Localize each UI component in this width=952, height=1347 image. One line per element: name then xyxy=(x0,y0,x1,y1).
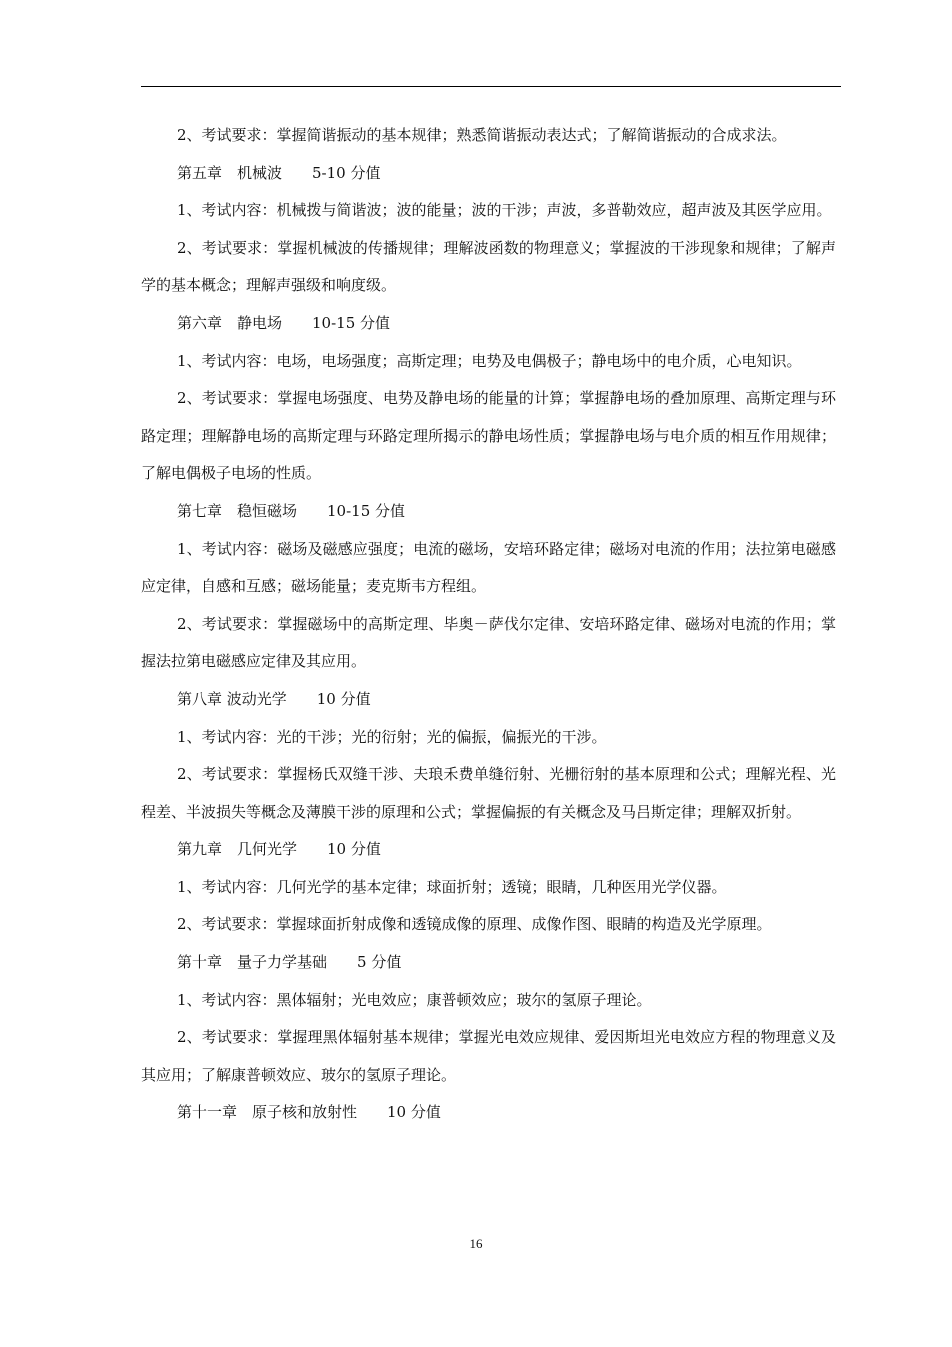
body-paragraph: 2、考试要求：掌握机械波的传播规律；理解波函数的物理意义；掌握波的干涉现象和规律；了解声学的基本概念；理解声强级和响度级。 xyxy=(141,238,836,295)
chapter-heading: 第五章 机械波 5-10 分值 xyxy=(177,163,381,182)
page-body xyxy=(141,117,836,1132)
header-rule xyxy=(141,86,841,87)
body-paragraph: 1、考试内容：光的干涉；光的衍射；光的偏振，偏振光的干涉。 xyxy=(177,727,607,746)
body-paragraph: 2、考试要求：掌握简谐振动的基本规律；熟悉简谐振动表达式；了解简谐振动的合成求法。 xyxy=(177,126,787,144)
body-paragraph: 2、考试要求：掌握球面折射成像和透镜成像的原理、成像作图、眼睛的构造及光学原理。 xyxy=(177,915,772,934)
chapter-heading: 第十章 量子力学基础 5 分值 xyxy=(177,953,402,972)
body-paragraph: 2、考试要求：掌握理黑体辐射基本规律；掌握光电效应规律、爱因斯坦光电效应方程的物理意义及其应用；了解康普顿效应、玻尔的氢原子理论。 xyxy=(141,1028,836,1084)
body-paragraph: 2、考试要求：掌握磁场中的高斯定理、毕奥－萨伐尔定律、安培环路定律、磁场对电流的作用；掌握法拉第电磁感应定律及其应用。 xyxy=(141,614,836,671)
body-paragraph: 1、考试内容：机械拨与简谐波；波的能量；波的干涉；声波，多普勒效应，超声波及其医学应用。 xyxy=(177,201,832,220)
body-paragraph: 2、考试要求：掌握杨氏双缝干涉、夫琅禾费单缝衍射、光栅衍射的基本原理和公式；理解光程、光程差、半波损失等概念及薄膜干涉的原理和公式；掌握偏振的有关概念及马吕斯定律；理解双折射。 xyxy=(141,765,836,821)
chapter-heading: 第七章 稳恒磁场 10-15 分值 xyxy=(177,501,406,520)
body-paragraph: 1、考试内容：磁场及磁感应强度；电流的磁场，安培环路定律；磁场对电流的作用；法拉第电磁感应定律，自感和互感；磁场能量；麦克斯韦方程组。 xyxy=(141,539,836,596)
chapter-heading: 第六章 静电场 10-15 分值 xyxy=(177,313,391,332)
page-number: 16 xyxy=(469,1236,483,1251)
chapter-heading: 第九章 几何光学 10 分值 xyxy=(177,840,381,859)
chapter-heading: 第十一章 原子核和放射性 10 分值 xyxy=(177,1103,441,1122)
body-paragraph: 1、考试内容：电场，电场强度；高斯定理；电势及电偶极子；静电场中的电介质，心电知识。 xyxy=(177,351,802,370)
body-paragraph: 1、考试内容：几何光学的基本定律；球面折射；透镜；眼睛，几种医用光学仪器。 xyxy=(177,877,727,896)
chapter-heading: 第八章 波动光学 10 分值 xyxy=(177,689,371,708)
body-paragraph: 1、考试内容：黑体辐射；光电效应；康普顿效应；玻尔的氢原子理论。 xyxy=(177,990,652,1009)
body-paragraph: 2、考试要求：掌握电场强度、电势及静电场的能量的计算；掌握静电场的叠加原理、高斯定理与环路定理；理解静电场的高斯定理与环路定理所揭示的静电场性质；掌握静电场与电介质的相互作用规律；了解电偶极子电场的性质。 xyxy=(141,389,836,483)
